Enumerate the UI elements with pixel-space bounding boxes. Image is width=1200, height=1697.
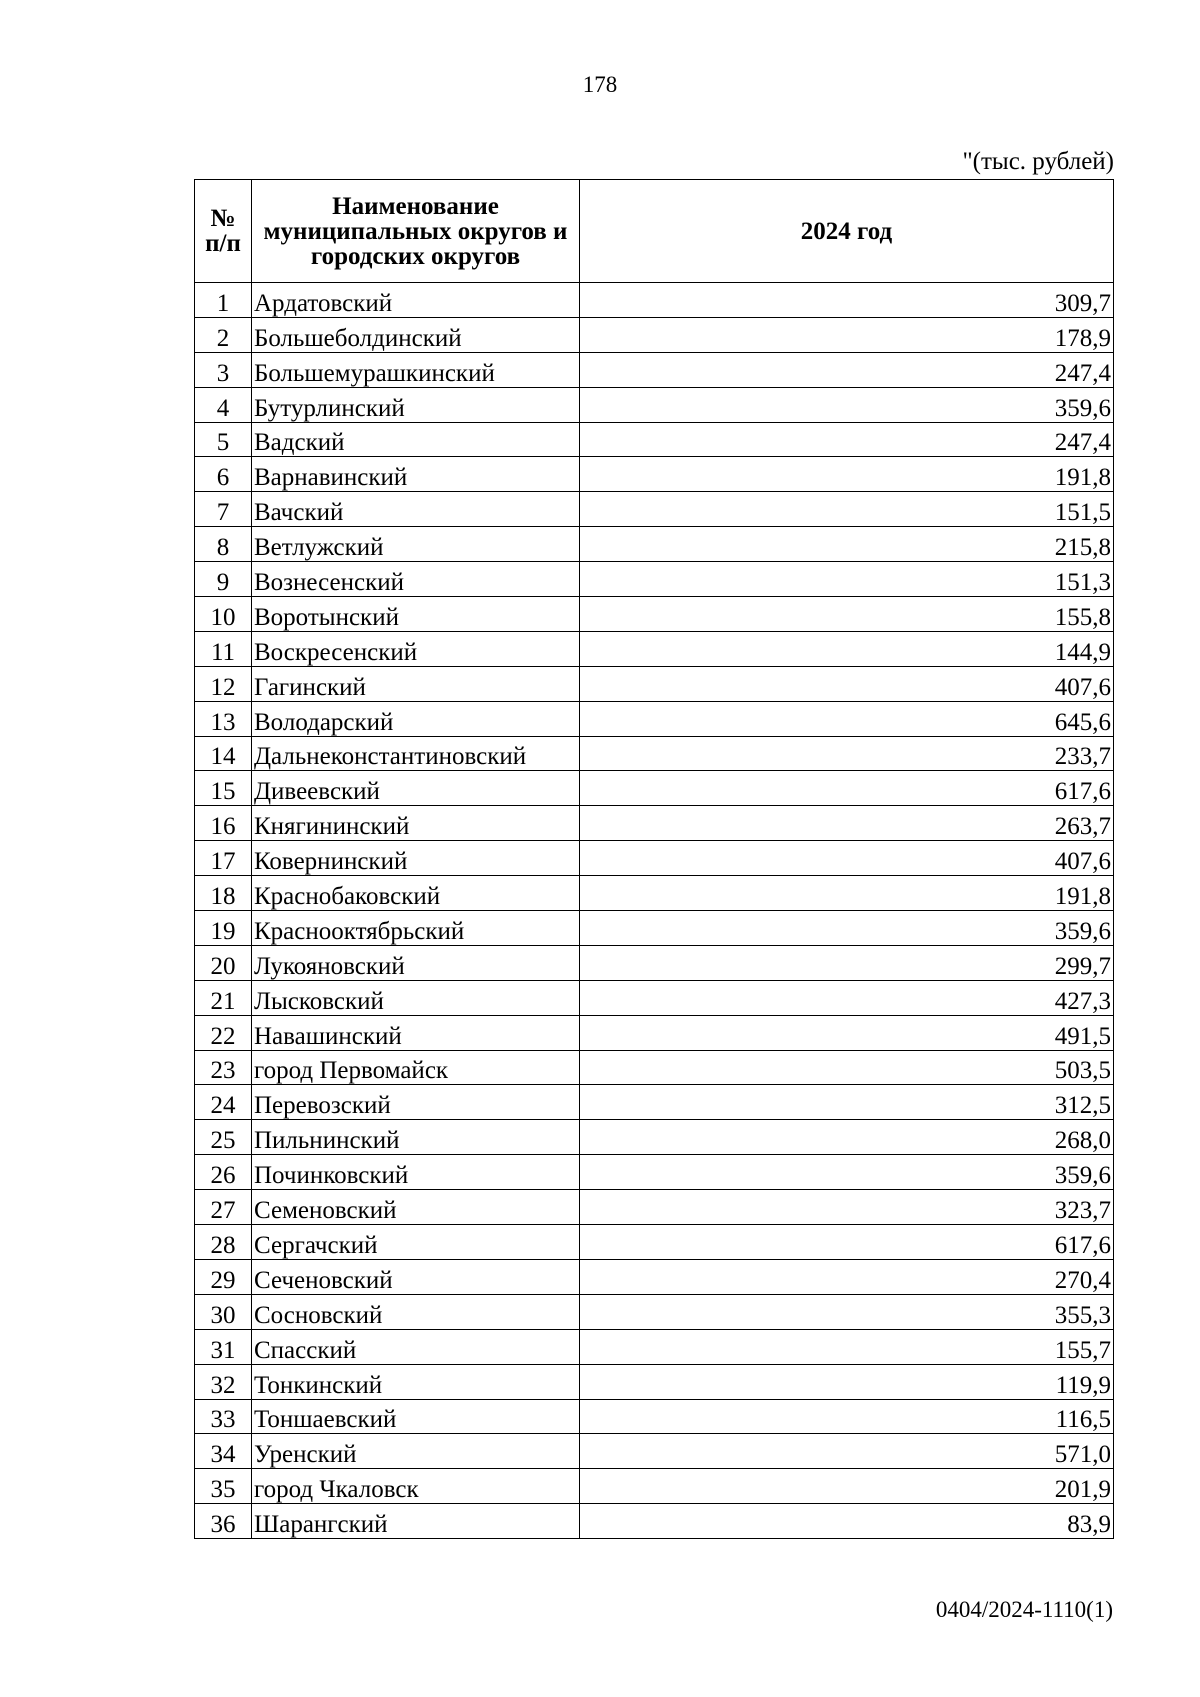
table-row bbox=[195, 1469, 1114, 1504]
row-value: 191,8 bbox=[580, 876, 1114, 911]
table-row bbox=[195, 666, 1114, 701]
row-value: 617,6 bbox=[580, 771, 1114, 806]
row-value: 247,4 bbox=[580, 352, 1114, 387]
row-value: 178,9 bbox=[580, 317, 1114, 352]
row-number: 19 bbox=[195, 911, 252, 946]
row-number: 16 bbox=[195, 806, 252, 841]
row-number: 29 bbox=[195, 1259, 252, 1294]
row-value: 201,9 bbox=[580, 1469, 1114, 1504]
table-row bbox=[195, 457, 1114, 492]
row-number: 6 bbox=[195, 457, 252, 492]
table-row bbox=[195, 806, 1114, 841]
row-name: Вачский bbox=[252, 492, 580, 527]
table-row bbox=[195, 1504, 1114, 1539]
row-value: 359,6 bbox=[580, 387, 1114, 422]
row-value: 116,5 bbox=[580, 1399, 1114, 1434]
row-value: 263,7 bbox=[580, 806, 1114, 841]
row-name: Сергачский bbox=[252, 1225, 580, 1260]
document-code: 0404/2024-1110(1) bbox=[935, 1597, 1113, 1622]
row-name: Сеченовский bbox=[252, 1259, 580, 1294]
table-row bbox=[195, 1364, 1114, 1399]
row-number: 28 bbox=[195, 1225, 252, 1260]
row-name: Тонкинский bbox=[252, 1364, 580, 1399]
row-number: 3 bbox=[195, 352, 252, 387]
table-row bbox=[195, 527, 1114, 562]
row-value: 151,3 bbox=[580, 562, 1114, 597]
row-name: Пильнинский bbox=[252, 1120, 580, 1155]
header-row bbox=[195, 180, 1114, 283]
row-value: 323,7 bbox=[580, 1190, 1114, 1225]
row-number: 9 bbox=[195, 562, 252, 597]
table-row bbox=[195, 1259, 1114, 1294]
row-value: 427,3 bbox=[580, 980, 1114, 1015]
table-row bbox=[195, 1434, 1114, 1469]
table-row bbox=[195, 631, 1114, 666]
row-value: 491,5 bbox=[580, 1015, 1114, 1050]
table-row bbox=[195, 980, 1114, 1015]
table-body bbox=[195, 283, 1114, 1539]
table-row bbox=[195, 1225, 1114, 1260]
units-label: "(тыс. рублей) bbox=[962, 148, 1114, 175]
row-name: Семеновский bbox=[252, 1190, 580, 1225]
row-name: Вознесенский bbox=[252, 562, 580, 597]
row-name: город Первомайск bbox=[252, 1050, 580, 1085]
row-number: 11 bbox=[195, 631, 252, 666]
row-name: Большемурашкинский bbox=[252, 352, 580, 387]
row-name: Гагинский bbox=[252, 666, 580, 701]
row-number: 1 bbox=[195, 283, 252, 318]
row-value: 144,9 bbox=[580, 631, 1114, 666]
table-row bbox=[195, 562, 1114, 597]
row-value: 151,5 bbox=[580, 492, 1114, 527]
row-name: Уренский bbox=[252, 1434, 580, 1469]
row-name: Перевозский bbox=[252, 1085, 580, 1120]
row-number: 2 bbox=[195, 317, 252, 352]
row-value: 155,7 bbox=[580, 1329, 1114, 1364]
table-row bbox=[195, 422, 1114, 457]
row-number: 5 bbox=[195, 422, 252, 457]
row-name: Краснооктябрьский bbox=[252, 911, 580, 946]
row-name: Дивеевский bbox=[252, 771, 580, 806]
row-name: Лысковский bbox=[252, 980, 580, 1015]
row-value: 270,4 bbox=[580, 1259, 1114, 1294]
row-number: 10 bbox=[195, 597, 252, 632]
row-number: 14 bbox=[195, 736, 252, 771]
row-value: 359,6 bbox=[580, 1155, 1114, 1190]
table-row bbox=[195, 352, 1114, 387]
table-row bbox=[195, 387, 1114, 422]
row-number: 35 bbox=[195, 1469, 252, 1504]
row-number: 34 bbox=[195, 1434, 252, 1469]
row-number: 33 bbox=[195, 1399, 252, 1434]
row-name: Княгининский bbox=[252, 806, 580, 841]
row-value: 309,7 bbox=[580, 283, 1114, 318]
row-value: 407,6 bbox=[580, 841, 1114, 876]
row-name: Тоншаевский bbox=[252, 1399, 580, 1434]
table-row bbox=[195, 736, 1114, 771]
row-name: Шарангский bbox=[252, 1504, 580, 1539]
table-row bbox=[195, 1015, 1114, 1050]
row-name: Дальнеконстантиновский bbox=[252, 736, 580, 771]
row-number: 36 bbox=[195, 1504, 252, 1539]
row-number: 32 bbox=[195, 1364, 252, 1399]
row-number: 31 bbox=[195, 1329, 252, 1364]
row-name: Бутурлинский bbox=[252, 387, 580, 422]
row-name: Ветлужский bbox=[252, 527, 580, 562]
row-name: Вадский bbox=[252, 422, 580, 457]
header-year: 2024 год bbox=[580, 180, 1114, 283]
table-row bbox=[195, 1050, 1114, 1085]
row-name: Воскресенский bbox=[252, 631, 580, 666]
row-name: Лукояновский bbox=[252, 945, 580, 980]
table-row bbox=[195, 1155, 1114, 1190]
row-name: Спасский bbox=[252, 1329, 580, 1364]
row-value: 359,6 bbox=[580, 911, 1114, 946]
row-value: 299,7 bbox=[580, 945, 1114, 980]
row-number: 13 bbox=[195, 701, 252, 736]
table-row bbox=[195, 1294, 1114, 1329]
row-value: 503,5 bbox=[580, 1050, 1114, 1085]
header-name: Наименование муниципальных округов и городских округов bbox=[252, 180, 580, 283]
row-number: 18 bbox=[195, 876, 252, 911]
row-number: 21 bbox=[195, 980, 252, 1015]
table-row bbox=[195, 492, 1114, 527]
row-number: 4 bbox=[195, 387, 252, 422]
row-value: 191,8 bbox=[580, 457, 1114, 492]
row-name: город Чкаловск bbox=[252, 1469, 580, 1504]
row-name: Ардатовский bbox=[252, 283, 580, 318]
row-name: Сосновский bbox=[252, 1294, 580, 1329]
row-value: 645,6 bbox=[580, 701, 1114, 736]
table-header bbox=[195, 180, 1114, 283]
table-row bbox=[195, 283, 1114, 318]
table-row bbox=[195, 1120, 1114, 1155]
row-number: 24 bbox=[195, 1085, 252, 1120]
row-name: Краснобаковский bbox=[252, 876, 580, 911]
row-name: Навашинский bbox=[252, 1015, 580, 1050]
row-value: 617,6 bbox=[580, 1225, 1114, 1260]
row-number: 30 bbox=[195, 1294, 252, 1329]
row-number: 8 bbox=[195, 527, 252, 562]
row-number: 20 bbox=[195, 945, 252, 980]
row-value: 312,5 bbox=[580, 1085, 1114, 1120]
row-name: Володарский bbox=[252, 701, 580, 736]
table-row bbox=[195, 1190, 1114, 1225]
table-row bbox=[195, 1329, 1114, 1364]
row-value: 407,6 bbox=[580, 666, 1114, 701]
row-value: 119,9 bbox=[580, 1364, 1114, 1399]
row-value: 233,7 bbox=[580, 736, 1114, 771]
row-number: 15 bbox=[195, 771, 252, 806]
row-value: 215,8 bbox=[580, 527, 1114, 562]
row-number: 27 bbox=[195, 1190, 252, 1225]
row-value: 268,0 bbox=[580, 1120, 1114, 1155]
table-row bbox=[195, 701, 1114, 736]
row-value: 247,4 bbox=[580, 422, 1114, 457]
table-row bbox=[195, 1085, 1114, 1120]
row-value: 155,8 bbox=[580, 597, 1114, 632]
table-row bbox=[195, 771, 1114, 806]
table-row bbox=[195, 876, 1114, 911]
row-name: Починковский bbox=[252, 1155, 580, 1190]
table-row bbox=[195, 317, 1114, 352]
row-value: 571,0 bbox=[580, 1434, 1114, 1469]
table-row bbox=[195, 911, 1114, 946]
table-row bbox=[195, 945, 1114, 980]
row-value: 83,9 bbox=[580, 1504, 1114, 1539]
row-number: 22 bbox=[195, 1015, 252, 1050]
row-number: 17 bbox=[195, 841, 252, 876]
header-num: № п/п bbox=[195, 180, 252, 283]
table-row bbox=[195, 841, 1114, 876]
data-table bbox=[194, 179, 1114, 1539]
row-number: 7 bbox=[195, 492, 252, 527]
table-row bbox=[195, 597, 1114, 632]
row-number: 26 bbox=[195, 1155, 252, 1190]
page-number: 178 bbox=[582, 72, 618, 97]
row-name: Большеболдинский bbox=[252, 317, 580, 352]
row-name: Ковернинский bbox=[252, 841, 580, 876]
table-row bbox=[195, 1399, 1114, 1434]
row-name: Воротынский bbox=[252, 597, 580, 632]
row-number: 12 bbox=[195, 666, 252, 701]
row-number: 23 bbox=[195, 1050, 252, 1085]
row-number: 25 bbox=[195, 1120, 252, 1155]
row-name: Варнавинский bbox=[252, 457, 580, 492]
row-value: 355,3 bbox=[580, 1294, 1114, 1329]
